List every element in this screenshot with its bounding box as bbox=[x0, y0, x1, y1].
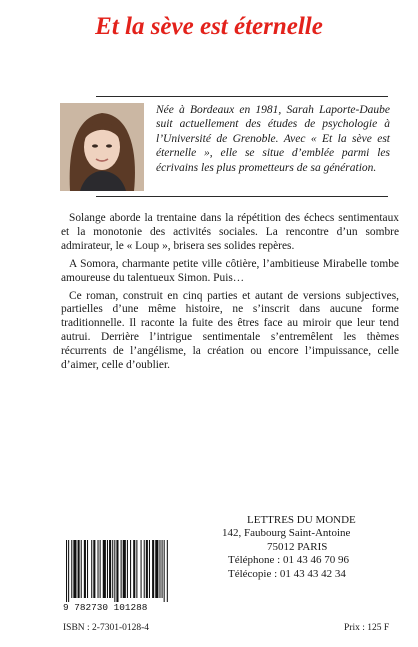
bio-top-rule bbox=[96, 96, 388, 97]
author-portrait-icon bbox=[60, 103, 144, 191]
isbn-number: ISBN : 2-7301-0128-4 bbox=[63, 623, 150, 633]
ean-barcode bbox=[62, 540, 180, 612]
author-bio: Née à Bordeaux en 1981, Sarah Laporte-Daube suit actuellement des études de psychologie à l’Université de Grenoble. Avec « Et la sève est éternelle », elle se situe d’emblée parmi les écrivains les plus prometteurs de sa génération. bbox=[156, 104, 390, 174]
publisher-city: 75012 PARIS bbox=[267, 540, 328, 553]
publisher-address: 142, Faubourg Saint-Antoine bbox=[222, 527, 351, 540]
bio-bottom-rule bbox=[96, 196, 388, 197]
price-label: Prix : 125 F bbox=[344, 623, 390, 633]
summary-paragraph: Solange aborde la trentaine dans la répétition des échecs sentimentaux et la monotonie des activités sociales. La rencontre d’un sombre admirateur, le « Loup », brisera ses solides repères. bbox=[61, 212, 399, 252]
author-photo bbox=[60, 103, 144, 191]
publisher-name: LETTRES DU MONDE bbox=[247, 514, 356, 526]
book-title: Et la sève est éternelle bbox=[95, 13, 323, 40]
publisher-block bbox=[212, 514, 398, 581]
summary-paragraph: Ce roman, construit en cinq parties et autant de versions subjectives, partielles d’une même histoire, ne s’inscrit dans aucune forme traditionnelle. Il raconte la fuite des êtres face au miroir que leur tend autrui. Derrière l’intrigue sentimentale s’entremêlent les thèmes récurrents de l’angélisme, la création ou encore l’impuissance, celle d’aimer, celle d’oublier. bbox=[61, 289, 399, 372]
publisher-phone: Téléphone : 01 43 46 70 96 bbox=[228, 554, 349, 567]
back-cover-summary bbox=[61, 212, 399, 377]
barcode-digits: 9 782730 101288 bbox=[63, 602, 148, 612]
publisher-fax: Télécopie : 01 43 43 42 34 bbox=[228, 567, 346, 580]
summary-paragraph: A Somora, charmante petite ville côtière, l’ambitieuse Mirabelle tombe amoureuse du talentueux Simon. Puis… bbox=[61, 257, 399, 284]
barcode-icon bbox=[62, 540, 180, 612]
